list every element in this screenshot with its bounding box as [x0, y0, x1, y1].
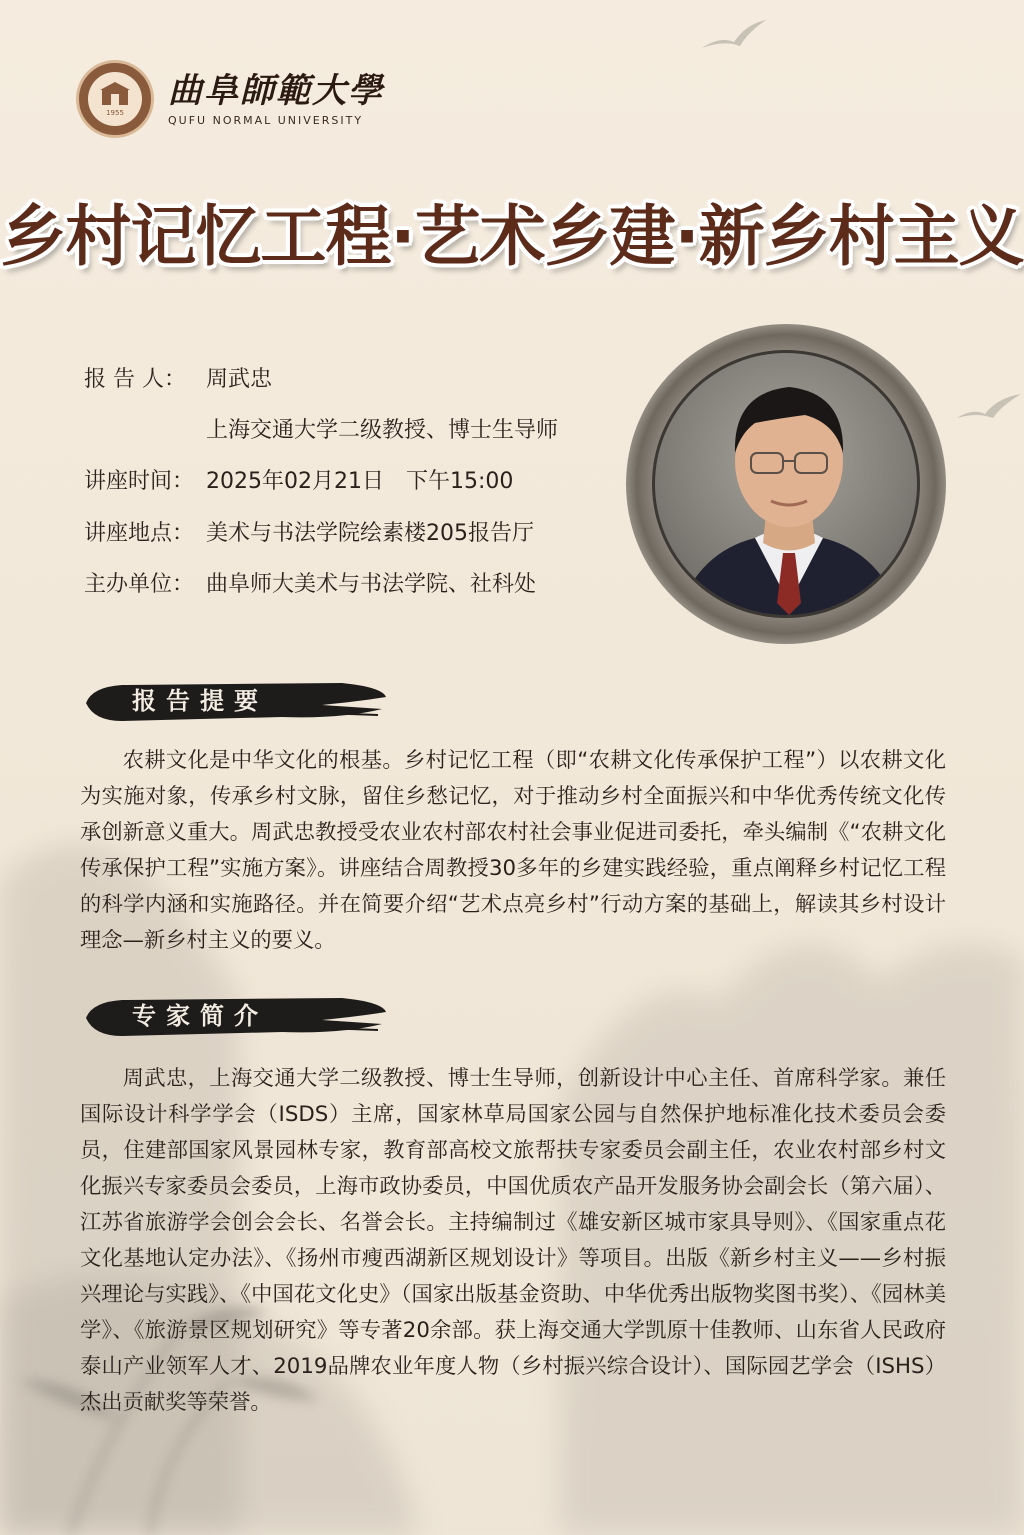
info-place [84, 516, 534, 547]
speaker-title: 上海交通大学二级教授、博士生导师 [206, 418, 559, 443]
university-logo [76, 60, 384, 138]
university-name-en: QUFU NORMAL UNIVERSITY [168, 113, 364, 127]
abstract-paragraph: 农耕文化是中华文化的根基。乡村记忆工程（即“农耕文化传承保护工程”）以农耕文化为实施对象，传承乡村文脉，留住乡愁记忆，对于推动乡村全面振兴和中华优秀传统文化传承创新意义重大。周武忠教授受农业农村部农村社会事业促进司委托，牵头编制《“农耕文化传承保护工程”实施方案》。讲座结合周教授30多年的乡建实践经验，重点阐释乡村记忆工程的科学内涵和实施路径。并在简要介绍“艺术点亮乡村”行动方案的基础上，解读其乡村设计理念—新乡村主义的要义。 [80, 748, 946, 953]
portrait-illustration [655, 353, 920, 618]
info-speaker-title [84, 413, 558, 444]
time-label: 讲座时间： [84, 469, 195, 494]
university-seal [76, 60, 154, 138]
university-name-cn: 曲阜師範大學 [168, 70, 384, 111]
host-label: 主办单位： [84, 572, 195, 597]
place-label: 讲座地点： [84, 521, 195, 546]
info-host [84, 567, 536, 598]
speaker-portrait [652, 350, 920, 618]
host-value: 曲阜师大美术与书法学院、社科处 [206, 572, 537, 597]
gate-icon [99, 81, 131, 107]
bio-paragraph: 周武忠，上海交通大学二级教授、博士生导师，创新设计中心主任、首席科学家。兼任国际设计科学学会（ISDS）主席，国家林草局国家公园与自然保护地标准化技术委员会委员，住建部国家风景园林专家，教育部高校文旅帮扶专家委员会副主任，农业农村部乡村文化振兴专家委员会委员，上海市政协委员，中国优质农产品开发服务协会副会长（第六届）、江苏省旅游学会创会会长、名誉会长。主持编制过《雄安新区城市家具导则》、《国家重点花文化基地认定办法》、《扬州市瘦西湖新区规划设计》等项目。出版《新乡村主义——乡村振兴理论与实践》、《中国花文化史》（国家出版基金资助、中华优秀出版物奖图书奖）、《园林美学》、《旅游景区规划研究》等专著20余部。获上海交通大学凯原十佳教师、山东省人民政府泰山产业领军人才、2019品牌农业年度人物（乡村振兴综合设计）、国际园艺学会（ISHS）杰出贡献奖等荣誉。 [80, 1066, 946, 1415]
page-title: 乡村记忆工程·艺术乡建·新乡村主义 [0, 198, 1024, 275]
bird-icon [955, 392, 1024, 432]
info-speaker [84, 362, 272, 393]
time-value: 2025年02月21日 下午15:00 [206, 469, 514, 494]
info-time [84, 464, 513, 495]
seal-year: 1955 [106, 109, 124, 117]
speaker-label: 报 告 人： [84, 367, 186, 392]
speaker-name: 周武忠 [206, 367, 273, 392]
section-title-abstract: 报告提要 [132, 686, 268, 715]
place-value: 美术与书法学院绘素楼205报告厅 [206, 521, 534, 546]
section-title-bio: 专家简介 [132, 1001, 268, 1030]
section-header-bio [82, 990, 388, 1040]
bird-icon [700, 18, 770, 58]
section-header-abstract [82, 675, 388, 725]
